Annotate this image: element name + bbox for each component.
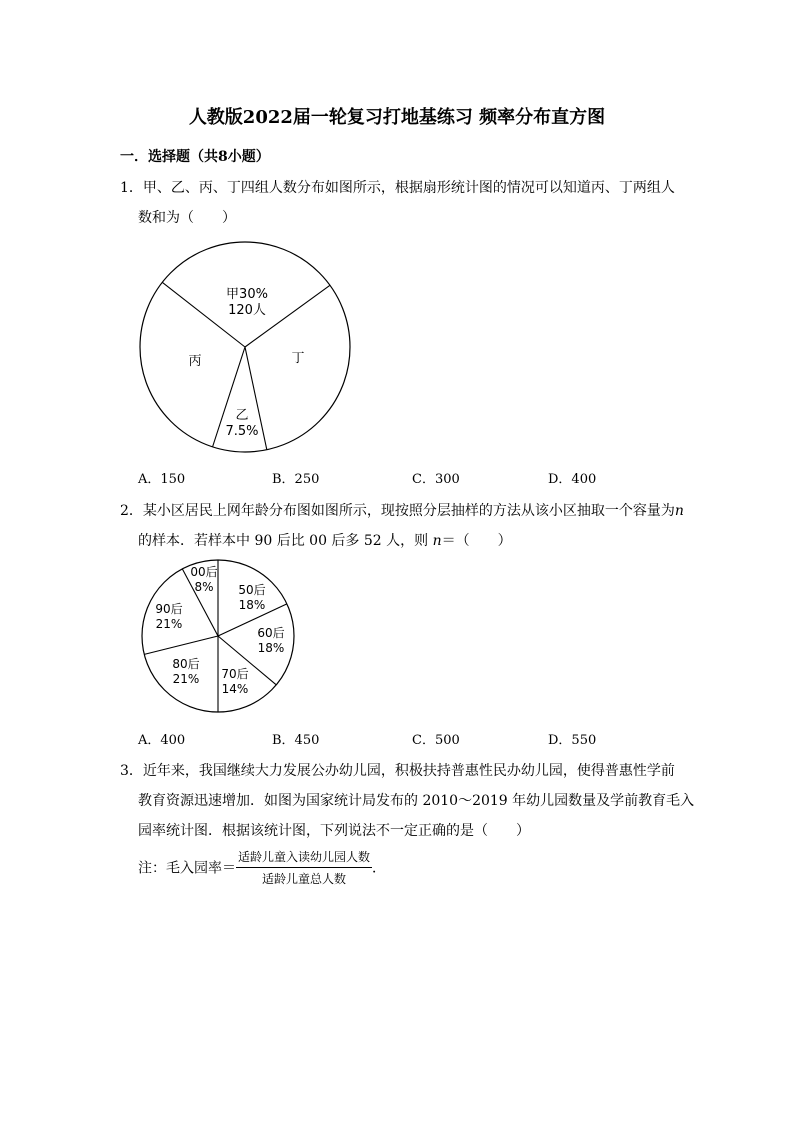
question-2-text-b: ＝（ ） [441, 533, 512, 549]
slice-value-label: 14% [221, 682, 249, 696]
question-3-line-3: 园率统计图．根据该统计图，下列说法不一定正确的是（ ） [138, 823, 530, 839]
variable-n: n [432, 533, 442, 549]
slice-value-label: 7.5% [225, 424, 259, 439]
question-3-note [138, 848, 386, 887]
question-2-line-2 [138, 530, 512, 550]
section-heading: 一．选择题（共8小题） [120, 149, 270, 165]
slice-value-label: 8% [194, 580, 214, 594]
note-end: ． [372, 860, 387, 877]
pie-chart-age-distribution [138, 558, 308, 720]
slice-label: 丁 [291, 351, 305, 366]
slice-label: 90后 [155, 602, 183, 616]
q1-option-d[interactable]: D．400 [548, 472, 597, 487]
fraction-numerator: 适龄儿童入读幼儿园人数 [236, 848, 372, 868]
slice-value-label: 21% [155, 617, 183, 631]
slice-value-label: 18% [257, 641, 285, 655]
slice-label: 70后 [221, 667, 249, 681]
slice-label: 乙 [235, 408, 249, 423]
slice-label: 80后 [172, 657, 200, 671]
q1-option-c[interactable]: C．300 [412, 472, 460, 487]
slice-label: 60后 [257, 626, 285, 640]
slice-label: 甲30% [226, 287, 268, 302]
q2-option-a[interactable]: A．400 [138, 733, 186, 748]
slice-label: 00后 [190, 565, 218, 579]
pie-slice-boundary [144, 636, 218, 654]
question-1-line-1: 1．甲、乙、丙、丁四组人数分布如图所示，根据扇形统计图的情况可以知道丙、丁两组人 [120, 180, 675, 196]
q1-option-b[interactable]: B．250 [272, 472, 320, 487]
note-prefix: 注：毛入园率＝ [138, 860, 236, 877]
slice-value-label: 120人 [228, 303, 266, 318]
question-3-line-2: 教育资源迅速增加．如图为国家统计局发布的 2010～2019 年幼儿园数量及学前教育毛入 [138, 793, 695, 809]
question-3-line-1: 3．近年来，我国继续大力发展公办幼儿园，积极扶持普惠性民办幼儿园，使得普惠性学前 [120, 763, 675, 779]
q2-option-c[interactable]: C．500 [412, 733, 460, 748]
slice-label: 丙 [188, 354, 202, 369]
question-2-line-1 [120, 500, 684, 520]
slice-value-label: 21% [172, 672, 200, 686]
q1-option-a[interactable]: A．150 [138, 472, 186, 487]
slice-value-label: 18% [238, 598, 266, 612]
formula-fraction [236, 848, 372, 887]
q2-option-b[interactable]: B．450 [272, 733, 320, 748]
variable-n: n [674, 503, 684, 519]
question-1-line-2: 数和为（ ） [138, 210, 236, 226]
pie-chart-group-distribution [130, 240, 365, 460]
page-title: 人教版2022届一轮复习打地基练习 频率分布直方图 [188, 107, 606, 128]
fraction-denominator: 适龄儿童总人数 [262, 872, 347, 886]
question-2-text-a: 的样本．若样本中 90 后比 00 后多 52 人，则 [138, 533, 433, 549]
slice-label: 50后 [238, 583, 266, 597]
question-2-text: 2．某小区居民上网年龄分布图如图所示，现按照分层抽样的方法从该小区抽取一个容量为 [120, 503, 675, 519]
q2-option-d[interactable]: D．550 [548, 733, 597, 748]
